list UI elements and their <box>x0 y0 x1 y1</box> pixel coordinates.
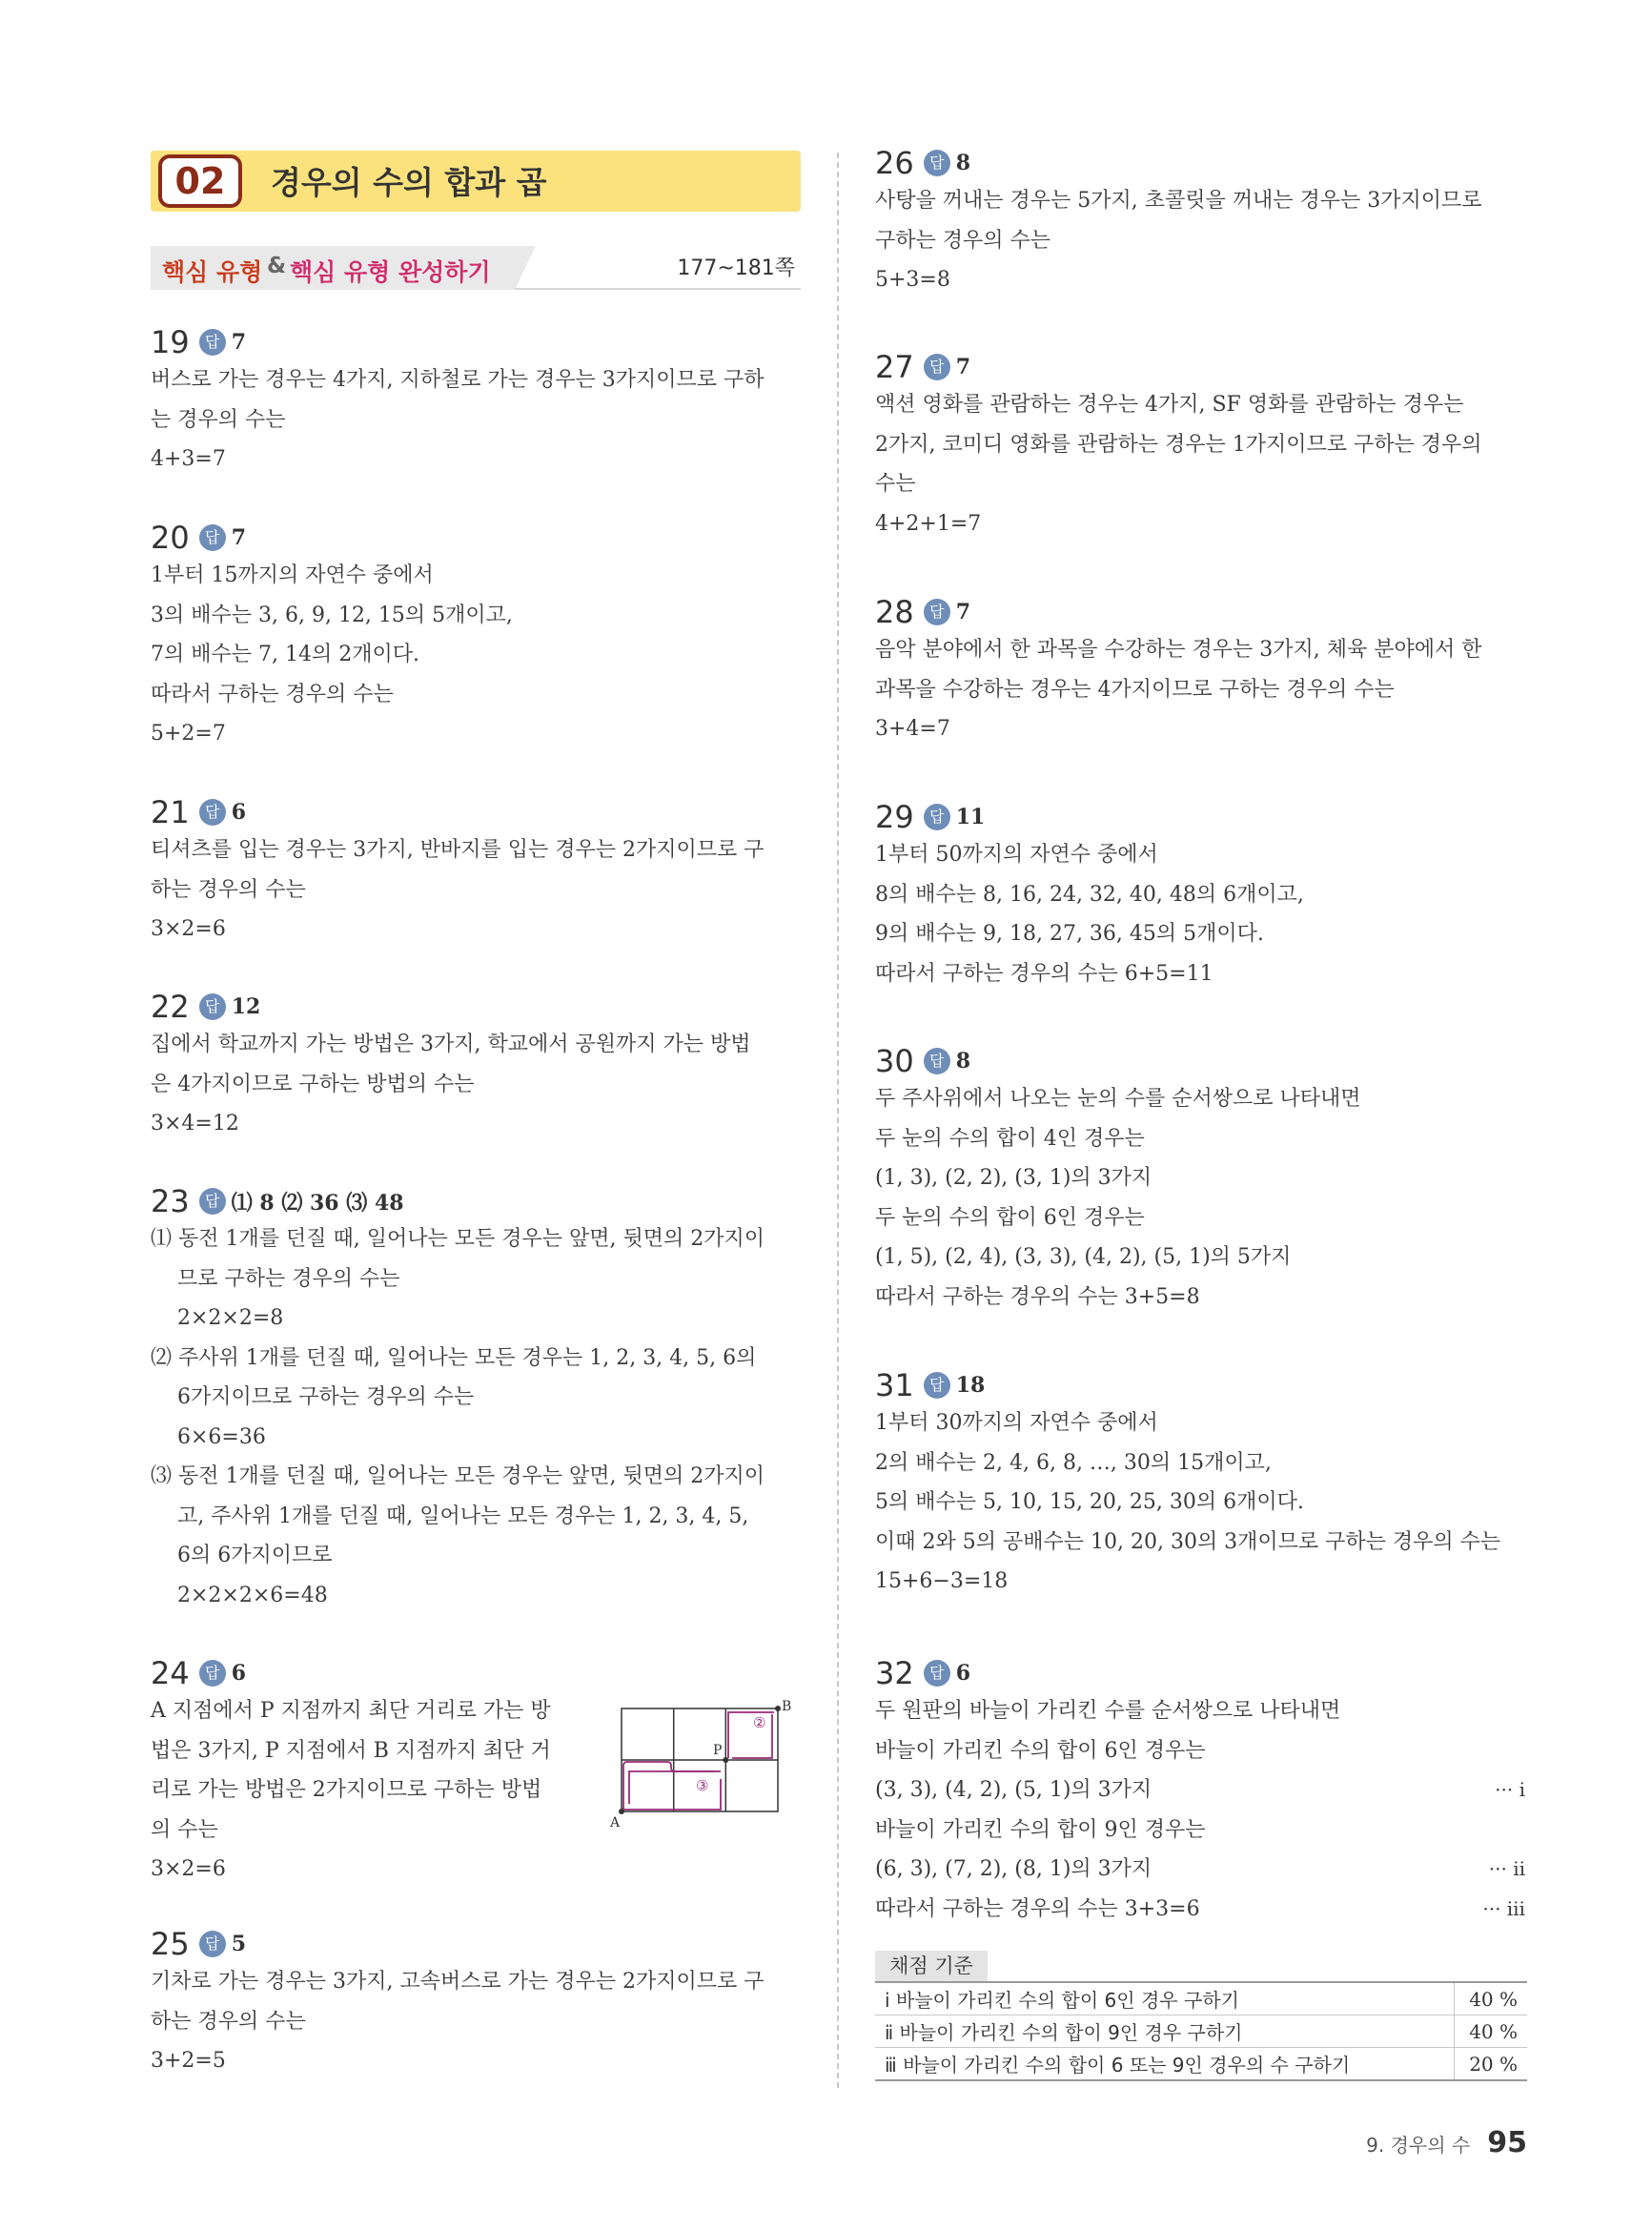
answer-badge: 답 <box>924 1048 950 1074</box>
sub-header <box>151 246 801 292</box>
solution-line: ⑵ 주사위 1개를 던질 때, 일어나는 모든 경우는 1, 2, 3, 4, 5, 6의 <box>151 1345 757 1370</box>
problem-number: 23 <box>151 1183 190 1219</box>
problem-25 <box>151 1926 801 2081</box>
answer: 6 <box>955 1661 971 1686</box>
grid-path-figure <box>610 1697 801 1831</box>
answer: 6 <box>231 800 247 825</box>
problem-20 <box>151 520 801 754</box>
solution-line: 두 원판의 바늘이 가리킨 수를 순서쌍으로 나타내면 <box>875 1699 1341 1723</box>
solution-line: 액션 영화를 관람하는 경우는 4가지, SF 영화를 관람하는 경우는 <box>875 393 1464 417</box>
problem-number: 25 <box>151 1926 190 1962</box>
solution-line: 기차로 가는 경우는 3가지, 고속버스로 가는 경우는 2가지이므로 구 <box>151 1970 765 1994</box>
problem-number: 32 <box>875 1655 914 1691</box>
solution-line: 1부터 15까지의 자연수 중에서 <box>151 563 434 587</box>
solution-line: 4+3=7 <box>151 447 226 471</box>
point-b <box>775 1706 781 1711</box>
solution-line: 하는 경우의 수는 <box>151 2009 306 2034</box>
problem-number: 28 <box>875 594 914 630</box>
solution-line: 음악 분야에서 한 과목을 수강하는 경우는 3가지, 체육 분야에서 한 <box>875 638 1482 662</box>
problem-22 <box>151 989 801 1144</box>
answer-badge: 답 <box>199 799 226 826</box>
label-a: A <box>610 1815 621 1831</box>
solution-line: 4+2+1=7 <box>875 511 982 536</box>
answer-badge: 답 <box>199 1188 226 1215</box>
chapter-label: 9. 경우의 수 <box>1366 2134 1471 2157</box>
problem-number: 20 <box>151 520 190 556</box>
solution-line: 이때 2와 5의 공배수는 10, 20, 30의 3개이므로 구하는 경우의 수는 <box>875 1529 1501 1554</box>
problem-24 <box>151 1655 599 1890</box>
answer-badge: 답 <box>199 329 226 356</box>
solution-line: 법은 3가지, P 지점에서 B 지점까지 최단 거 <box>151 1738 551 1763</box>
rubric-criterion: ⅲ 바늘이 가리킨 수의 합이 6 또는 9인 경우의 수 구하기 <box>875 2048 1455 2081</box>
solution-line: 따라서 구하는 경우의 수는 6+5=11 <box>875 961 1214 986</box>
answer-badge: 답 <box>199 1931 226 1957</box>
solution-line: 5+3=8 <box>875 268 950 292</box>
rubric-title: 채점 기준 <box>875 1951 988 1981</box>
problem-27 <box>875 349 1525 543</box>
point-p <box>723 1757 728 1763</box>
solution-line: 집에서 학교까지 가는 방법은 3가지, 학교에서 공원까지 가는 방법 <box>151 1033 751 1056</box>
solution-line: 5+2=7 <box>151 722 226 746</box>
point-a <box>619 1809 624 1814</box>
rubric-row <box>875 2015 1527 2048</box>
answer: 18 <box>955 1373 986 1398</box>
problem-number: 31 <box>875 1367 914 1403</box>
answer-badge: 답 <box>924 599 950 625</box>
solution-line: 2가지, 코미디 영화를 관람하는 경우는 1가지이므로 구하는 경우의 <box>875 432 1482 457</box>
rubric-table <box>875 1981 1527 2081</box>
solution-line: (1, 3), (2, 2), (3, 1)의 3가지 <box>875 1166 1152 1190</box>
solution-line: 2×2×2=8 <box>177 1306 284 1330</box>
problem-number: 24 <box>151 1655 190 1691</box>
solution-line: 7의 배수는 7, 14의 2개이다. <box>151 643 419 666</box>
step-mark: ··· ⅲ <box>1482 1896 1525 1920</box>
solution-line: 5의 배수는 5, 10, 15, 20, 25, 30의 6개이다. <box>875 1490 1304 1514</box>
problem-23 <box>151 1183 801 1615</box>
answer: 5 <box>231 1932 247 1956</box>
solution-line: (3, 3), (4, 2), (5, 1)의 3가지 <box>875 1778 1152 1802</box>
rubric-criterion: ⅰ 바늘이 가리킨 수의 합이 6인 경우 구하기 <box>875 1982 1455 2015</box>
solution-line: A 지점에서 P 지점까지 최단 거리로 가는 방 <box>151 1699 551 1723</box>
solution-line: 3의 배수는 3, 6, 9, 12, 15의 5개이고, <box>151 603 513 627</box>
problem-number: 29 <box>875 799 914 835</box>
solution-line: 3×2=6 <box>151 1857 226 1881</box>
answer-badge: 답 <box>199 524 226 551</box>
answer: 6 <box>231 1661 247 1686</box>
column-divider <box>837 153 839 2088</box>
answer: 7 <box>231 525 247 550</box>
problem-26 <box>875 145 1525 300</box>
problem-19 <box>151 324 801 480</box>
solution-line: 2×2×2×6=48 <box>177 1583 328 1607</box>
solution-line: 바늘이 가리킨 수의 합이 9인 경우는 <box>875 1817 1206 1842</box>
problem-29 <box>875 799 1525 993</box>
solution-line: ⑶ 동전 1개를 던질 때, 일어나는 모든 경우는 앞면, 뒷면의 2가지이 <box>151 1464 765 1488</box>
problem-number: 27 <box>875 349 914 385</box>
sub-header-part2: 핵심 유형 완성하기 <box>290 258 491 286</box>
problem-28 <box>875 594 1525 749</box>
problem-31 <box>875 1367 1525 1602</box>
answer-badge: 답 <box>924 1372 950 1399</box>
solution-line: 버스로 가는 경우는 4가지, 지하철로 가는 경우는 3가지이므로 구하 <box>151 368 765 392</box>
solution-line: 3+4=7 <box>875 717 950 741</box>
solution-line: 3+2=5 <box>151 2049 226 2073</box>
problem-number: 19 <box>151 324 190 360</box>
solution-line: 6의 6가지이므로 <box>177 1544 333 1567</box>
count-label-2: ② <box>753 1714 766 1731</box>
solution-line: 리로 가는 방법은 2가지이므로 구하는 방법 <box>151 1778 542 1802</box>
solution-line: 는 경우의 수는 <box>151 407 286 432</box>
label-b: B <box>782 1699 792 1714</box>
count-label-3: ③ <box>696 1777 709 1794</box>
problem-21 <box>151 794 801 950</box>
problem-32 <box>875 1655 1525 1929</box>
solution-line: 6가지이므로 구하는 경우의 수는 <box>177 1385 475 1409</box>
solution-line: (6, 3), (7, 2), (8, 1)의 3가지 <box>875 1857 1152 1881</box>
solution-line: 수는 <box>875 472 916 496</box>
problem-number: 22 <box>151 989 190 1025</box>
sub-header-pages: 177~181쪽 <box>677 256 795 280</box>
solution-line: 두 눈의 수의 합이 6인 경우는 <box>875 1205 1145 1230</box>
rubric-criterion: ⅱ 바늘이 가리킨 수의 합이 9인 경우 구하기 <box>875 2015 1455 2048</box>
solution-line: 하는 경우의 수는 <box>151 877 306 902</box>
problem-number: 21 <box>151 794 190 830</box>
answer-badge: 답 <box>924 354 950 380</box>
solution-line: 두 눈의 수의 합이 4인 경우는 <box>875 1126 1145 1151</box>
solution-line: 과목을 수강하는 경우는 4가지이므로 구하는 경우의 수는 <box>875 677 1395 702</box>
page-footer <box>1366 2126 1527 2159</box>
answer: 8 <box>955 151 971 175</box>
rubric-percent: 40 % <box>1455 1982 1528 2015</box>
rubric-row <box>875 2048 1527 2081</box>
answer-badge: 답 <box>199 1660 226 1687</box>
answer: 7 <box>955 355 971 379</box>
solution-line: 고, 주사위 1개를 던질 때, 일어나는 모든 경우는 1, 2, 3, 4, 5, <box>177 1504 749 1528</box>
solution-line: 3×4=12 <box>151 1112 239 1135</box>
section-header <box>151 151 801 212</box>
solution-line: 따라서 구하는 경우의 수는 <box>151 682 394 706</box>
answer: 12 <box>231 994 261 1019</box>
answer: ⑴ 8 ⑵ 36 ⑶ 48 <box>231 1190 404 1216</box>
label-p: P <box>713 1743 723 1758</box>
solution-line: 따라서 구하는 경우의 수는 3+5=8 <box>875 1284 1200 1309</box>
answer-badge: 답 <box>924 150 950 176</box>
solution-line: 두 주사위에서 나오는 눈의 수를 순서쌍으로 나타내면 <box>875 1087 1361 1111</box>
answer-badge: 답 <box>199 993 226 1020</box>
solution-line: 1부터 50까지의 자연수 중에서 <box>875 843 1158 867</box>
solution-line: 사탕을 꺼내는 경우는 5가지, 초콜릿을 꺼내는 경우는 3가지이므로 <box>875 189 1482 213</box>
answer: 7 <box>955 600 971 624</box>
answer-badge: 답 <box>924 804 950 830</box>
solution-line: 므로 구하는 경우의 수는 <box>177 1266 400 1291</box>
solution-line: (1, 5), (2, 4), (3, 3), (4, 2), (5, 1)의 5가지 <box>875 1245 1292 1269</box>
solution-line: 은 4가지이므로 구하는 방법의 수는 <box>151 1072 475 1096</box>
sub-header-amp: & <box>267 254 287 278</box>
solution-line: 6×6=36 <box>177 1424 266 1449</box>
rubric-percent: 20 % <box>1455 2048 1528 2081</box>
answer: 7 <box>231 330 247 355</box>
solution-line: 티셔츠를 입는 경우는 3가지, 반바지를 입는 경우는 2가지이므로 구 <box>151 838 765 862</box>
solution-line: 3×2=6 <box>151 917 226 941</box>
page-number: 95 <box>1487 2126 1527 2159</box>
solution-line: 9의 배수는 9, 18, 27, 36, 45의 5개이다. <box>875 922 1264 946</box>
solution-line: 15+6−3=18 <box>875 1569 1009 1593</box>
solution-line: 바늘이 가리킨 수의 합이 6인 경우는 <box>875 1738 1206 1763</box>
solution-line: 2의 배수는 2, 4, 6, 8, …, 30의 15개이고, <box>875 1450 1272 1475</box>
rubric-percent: 40 % <box>1455 2015 1528 2048</box>
problem-number: 26 <box>875 145 914 181</box>
solution-line: 따라서 구하는 경우의 수는 3+3=6 <box>875 1896 1200 1921</box>
solution-line: 의 수는 <box>151 1817 218 1842</box>
step-mark: ··· ⅰ <box>1495 1778 1525 1801</box>
sub-header-part1: 핵심 유형 <box>162 258 263 286</box>
step-mark: ··· ⅱ <box>1488 1857 1525 1880</box>
answer-badge: 답 <box>924 1660 950 1687</box>
answer: 8 <box>955 1049 971 1074</box>
solution-line: 구하는 경우의 수는 <box>875 228 1051 253</box>
rubric-row <box>875 1982 1527 2015</box>
problem-number: 30 <box>875 1043 914 1079</box>
solution-line: 8의 배수는 8, 16, 24, 32, 40, 48의 6개이고, <box>875 882 1304 907</box>
section-number: 02 <box>158 154 242 208</box>
answer: 11 <box>955 805 986 829</box>
solution-line: ⑴ 동전 1개를 던질 때, 일어나는 모든 경우는 앞면, 뒷면의 2가지이 <box>151 1227 765 1251</box>
problem-30 <box>875 1043 1525 1317</box>
section-title: 경우의 수의 합과 곱 <box>271 164 547 201</box>
solution-line: 1부터 30까지의 자연수 중에서 <box>875 1411 1158 1435</box>
